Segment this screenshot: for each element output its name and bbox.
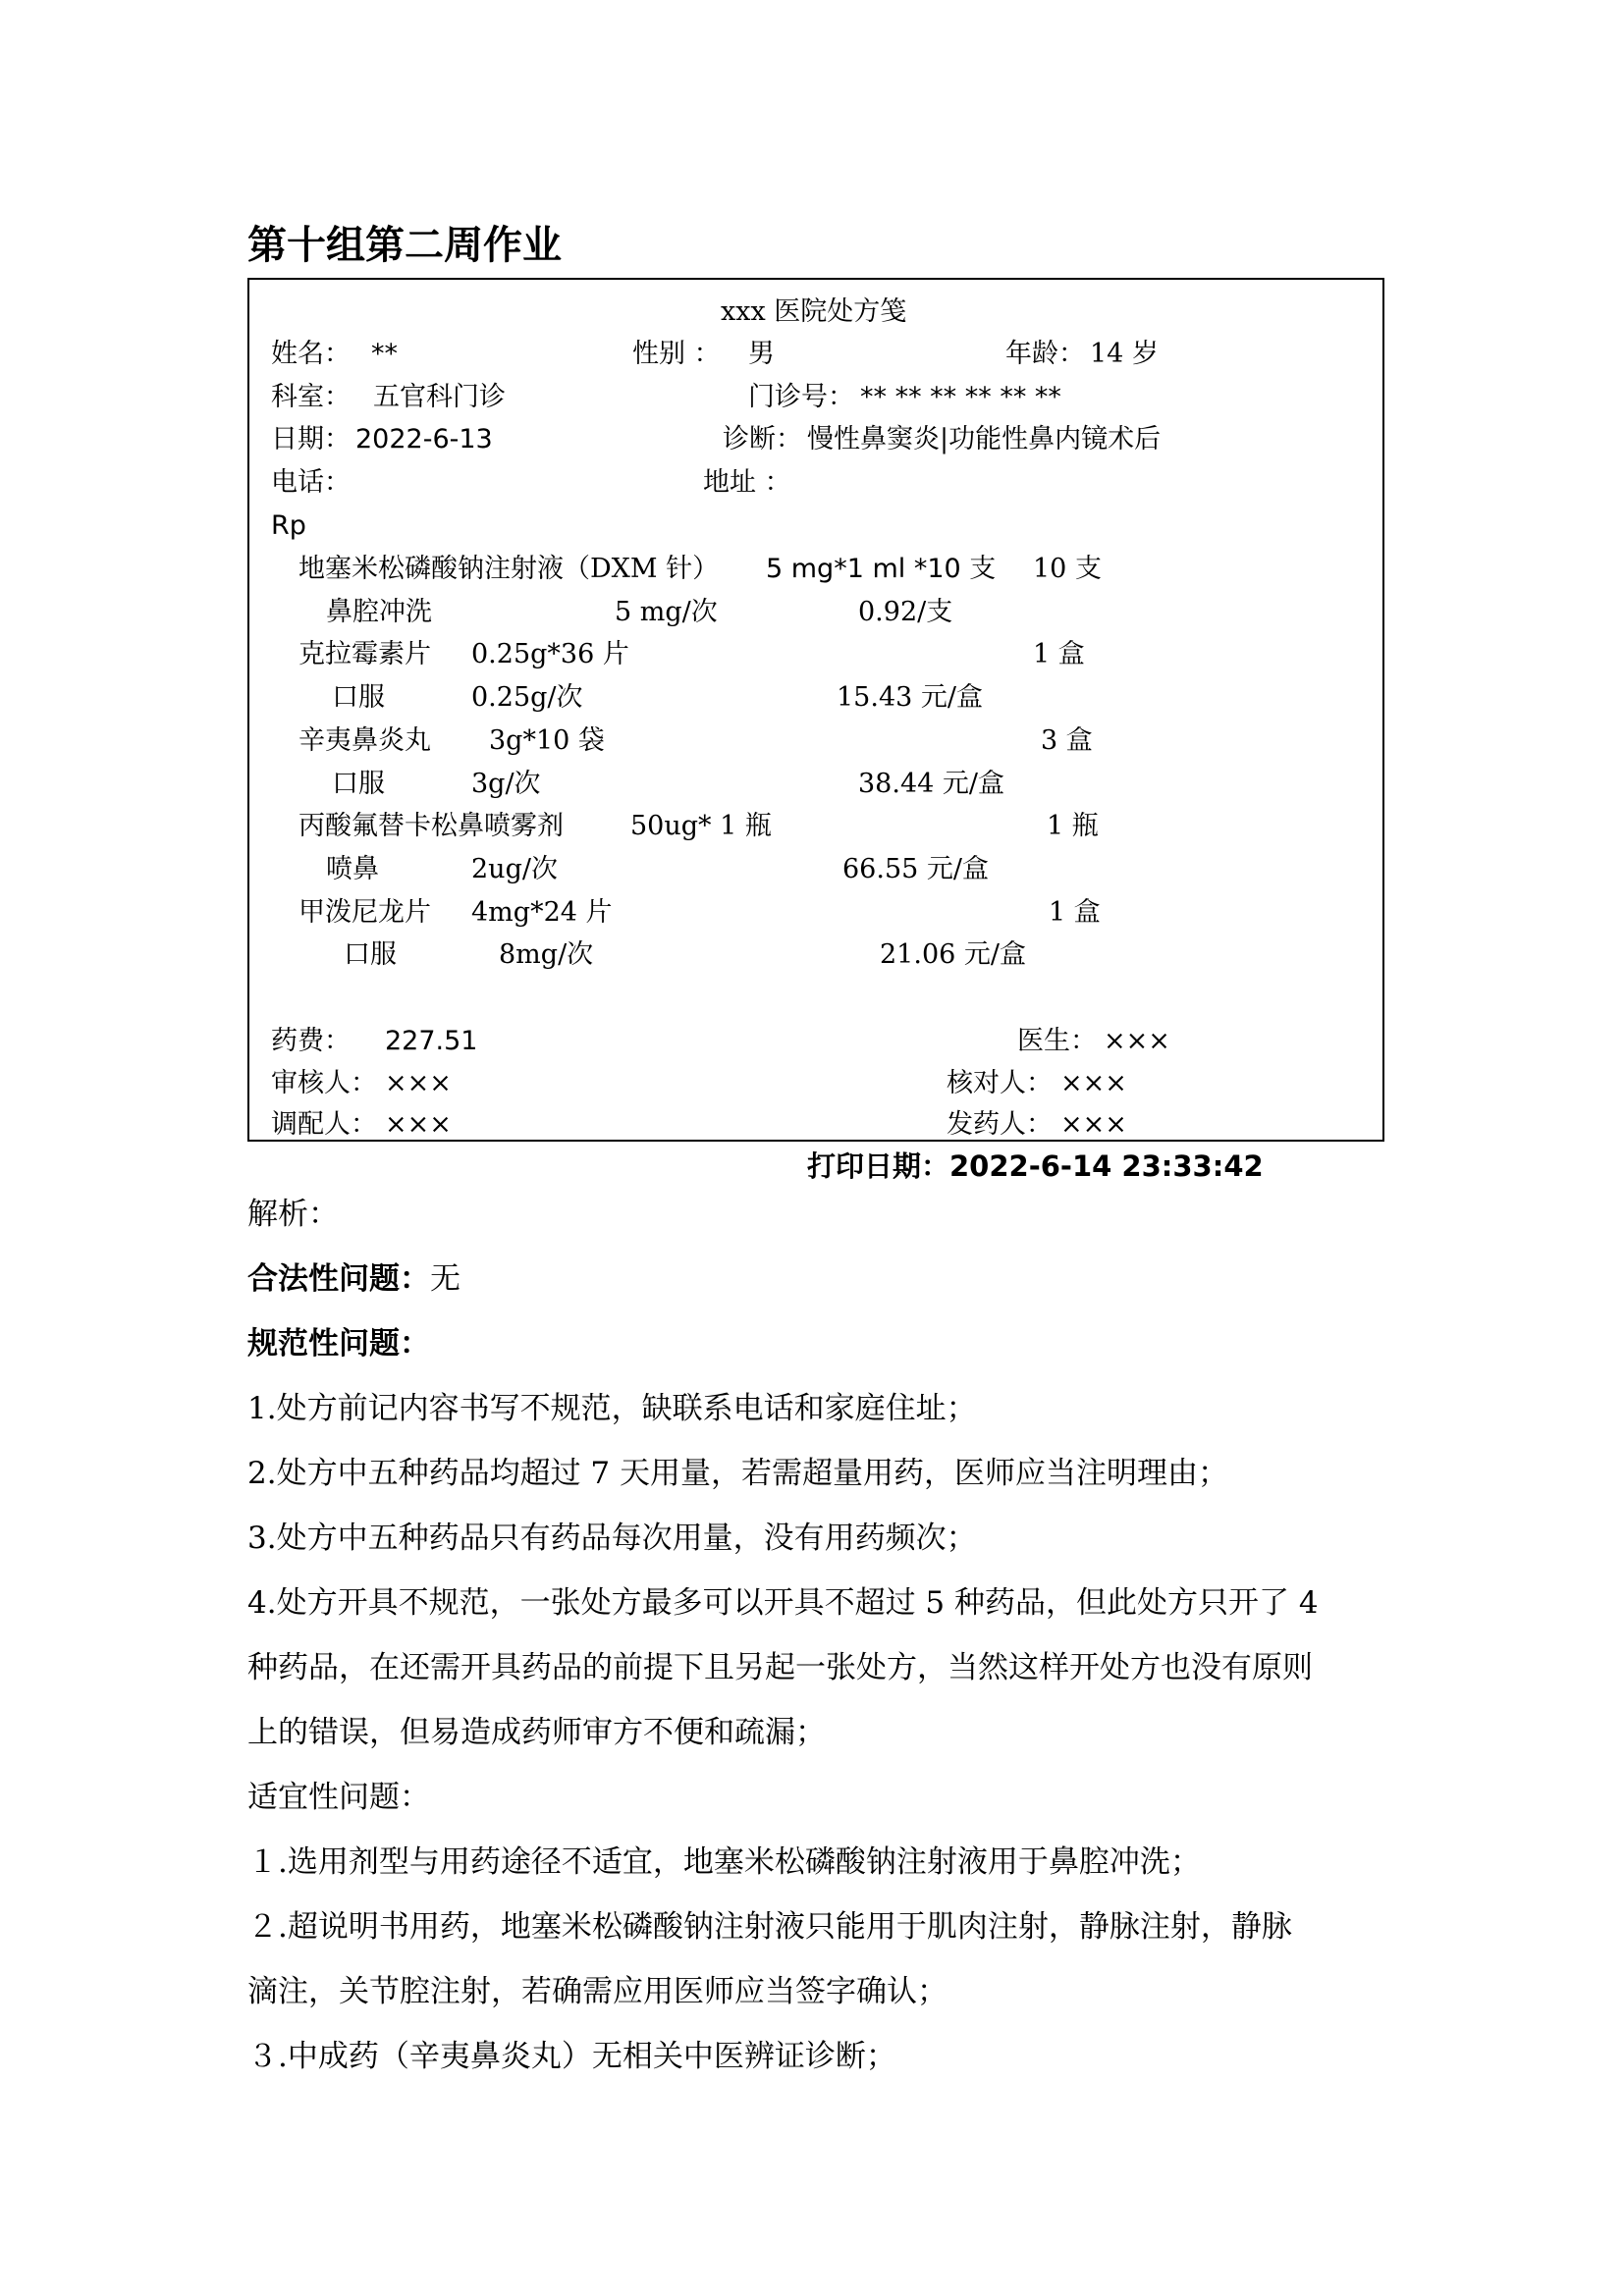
legality-line — [247, 1261, 460, 1297]
drug-usage: 口服 — [332, 682, 385, 713]
drug-qty: 1 盒 — [1033, 639, 1085, 669]
drug-price: 0.92/支 — [858, 597, 953, 627]
hospital-title: xxx 医院处方笺 — [721, 296, 907, 327]
drug-dose: 0.25g/次 — [471, 682, 583, 713]
reviewer-label: 审核人： — [271, 1068, 377, 1098]
drug-dose: 3g/次 — [471, 769, 541, 799]
age-label: 年龄： — [1005, 339, 1085, 369]
norm-item: 4.处方开具不规范，一张处方最多可以开具不超过 5 种药品，但此处方只开了 4 — [247, 1585, 1319, 1621]
norm-item: 2.处方中五种药品均超过 7 天用量，若需超量用药，医师应当注明理由； — [247, 1456, 1229, 1491]
norm-item: 3.处方中五种药品只有药品每次用量，没有用药频次； — [247, 1521, 977, 1556]
age-value: 14 岁 — [1090, 339, 1159, 369]
gender-label: 性别 ： — [632, 339, 721, 369]
drug-spec: 3g*10 袋 — [489, 725, 605, 756]
drug-dose: 5 mg/次 — [615, 597, 718, 627]
drug-qty: 3 盒 — [1041, 725, 1093, 756]
gender-value: 男 — [748, 339, 775, 369]
reviewer-value: ××× — [385, 1068, 452, 1098]
rp-label: Rp — [271, 510, 306, 541]
legality-label: 合法性问题： — [247, 1261, 430, 1297]
drug-name: 辛夷鼻炎丸 — [298, 725, 431, 756]
date-label: 日期： — [271, 424, 351, 454]
dept-value: 五官科门诊 — [373, 382, 506, 412]
drug-price: 21.06 元/盒 — [880, 939, 1026, 970]
drug-dose: 2ug/次 — [471, 854, 558, 884]
suit-item: ２.超说明书用药，地塞米松磷酸钠注射液只能用于肌肉注射，静脉注射，静脉 — [247, 1909, 1292, 1945]
dispenser-label: 调配人： — [271, 1109, 377, 1140]
fee-label: 药费： — [271, 1026, 351, 1056]
fee-value: 227.51 — [385, 1026, 478, 1056]
drug-spec: 0.25g*36 片 — [471, 639, 629, 669]
issuer-label: 发药人： — [947, 1109, 1053, 1140]
dept-label: 科室： — [271, 382, 351, 412]
suit-item: 滴注，关节腔注射，若确需应用医师应当签字确认； — [247, 1974, 947, 2009]
drug-name: 甲泼尼龙片 — [298, 897, 431, 928]
address-label: 地址 ： — [703, 467, 791, 498]
analysis-heading: 解析： — [247, 1197, 339, 1232]
issuer-value: ××× — [1060, 1109, 1127, 1140]
drug-usage: 口服 — [332, 769, 385, 799]
phone-label: 电话： — [271, 467, 351, 498]
drug-qty: 10 支 — [1033, 554, 1102, 584]
drug-name: 地塞米松磷酸钠注射液（DXM 针） — [298, 554, 720, 584]
name-value: ** — [371, 339, 398, 369]
diagnosis-label: 诊断： — [723, 424, 802, 454]
clinic-no-label: 门诊号： — [748, 382, 854, 412]
drug-usage: 口服 — [344, 939, 397, 970]
norm-item: 上的错误，但易造成药师审方不便和疏漏； — [247, 1715, 826, 1750]
drug-price: 15.43 元/盒 — [837, 682, 983, 713]
suit-heading: 适宜性问题： — [247, 1780, 430, 1815]
norm-item: 种药品，在还需开具药品的前提下且另起一张处方，当然这样开处方也没有原则 — [247, 1650, 1313, 1685]
drug-name: 丙酸氟替卡松鼻喷雾剂 — [298, 811, 564, 841]
drug-usage: 鼻腔冲洗 — [326, 597, 432, 627]
norm-heading: 规范性问题： — [247, 1326, 430, 1362]
name-label: 姓名： — [271, 339, 351, 369]
clinic-no-value: ** ** ** ** ** ** — [860, 382, 1061, 412]
date-value: 2022-6-13 — [355, 424, 493, 454]
drug-spec: 5 mg*1 ml *10 支 — [766, 554, 997, 584]
drug-price: 38.44 元/盒 — [858, 769, 1004, 799]
drug-qty: 1 瓶 — [1047, 811, 1099, 841]
drug-price: 66.55 元/盒 — [842, 854, 989, 884]
drug-dose: 8mg/次 — [499, 939, 594, 970]
doctor-value: ××× — [1104, 1026, 1170, 1056]
checker-label: 核对人： — [947, 1068, 1053, 1098]
drug-name: 克拉霉素片 — [298, 639, 431, 669]
norm-item: 1.处方前记内容书写不规范，缺联系电话和家庭住址； — [247, 1391, 977, 1426]
document-title: 第十组第二周作业 — [247, 223, 562, 268]
drug-spec: 4mg*24 片 — [471, 897, 613, 928]
drug-usage: 喷鼻 — [326, 854, 379, 884]
diagnosis-value: 慢性鼻窦炎|功能性鼻内镜术后 — [807, 424, 1162, 454]
doctor-label: 医生： — [1017, 1026, 1097, 1056]
suit-item: １.选用剂型与用药途径不适宜，地塞米松磷酸钠注射液用于鼻腔冲洗； — [247, 1844, 1201, 1880]
drug-spec: 50ug* 1 瓶 — [630, 811, 772, 841]
drug-qty: 1 盒 — [1049, 897, 1101, 928]
suit-item: ３.中成药（辛夷鼻炎丸）无相关中医辨证诊断； — [247, 2039, 896, 2074]
checker-value: ××× — [1060, 1068, 1127, 1098]
dispenser-value: ××× — [385, 1109, 452, 1140]
print-date: 打印日期：2022-6-14 23:33:42 — [807, 1149, 1264, 1183]
legality-value: 无 — [430, 1261, 460, 1297]
